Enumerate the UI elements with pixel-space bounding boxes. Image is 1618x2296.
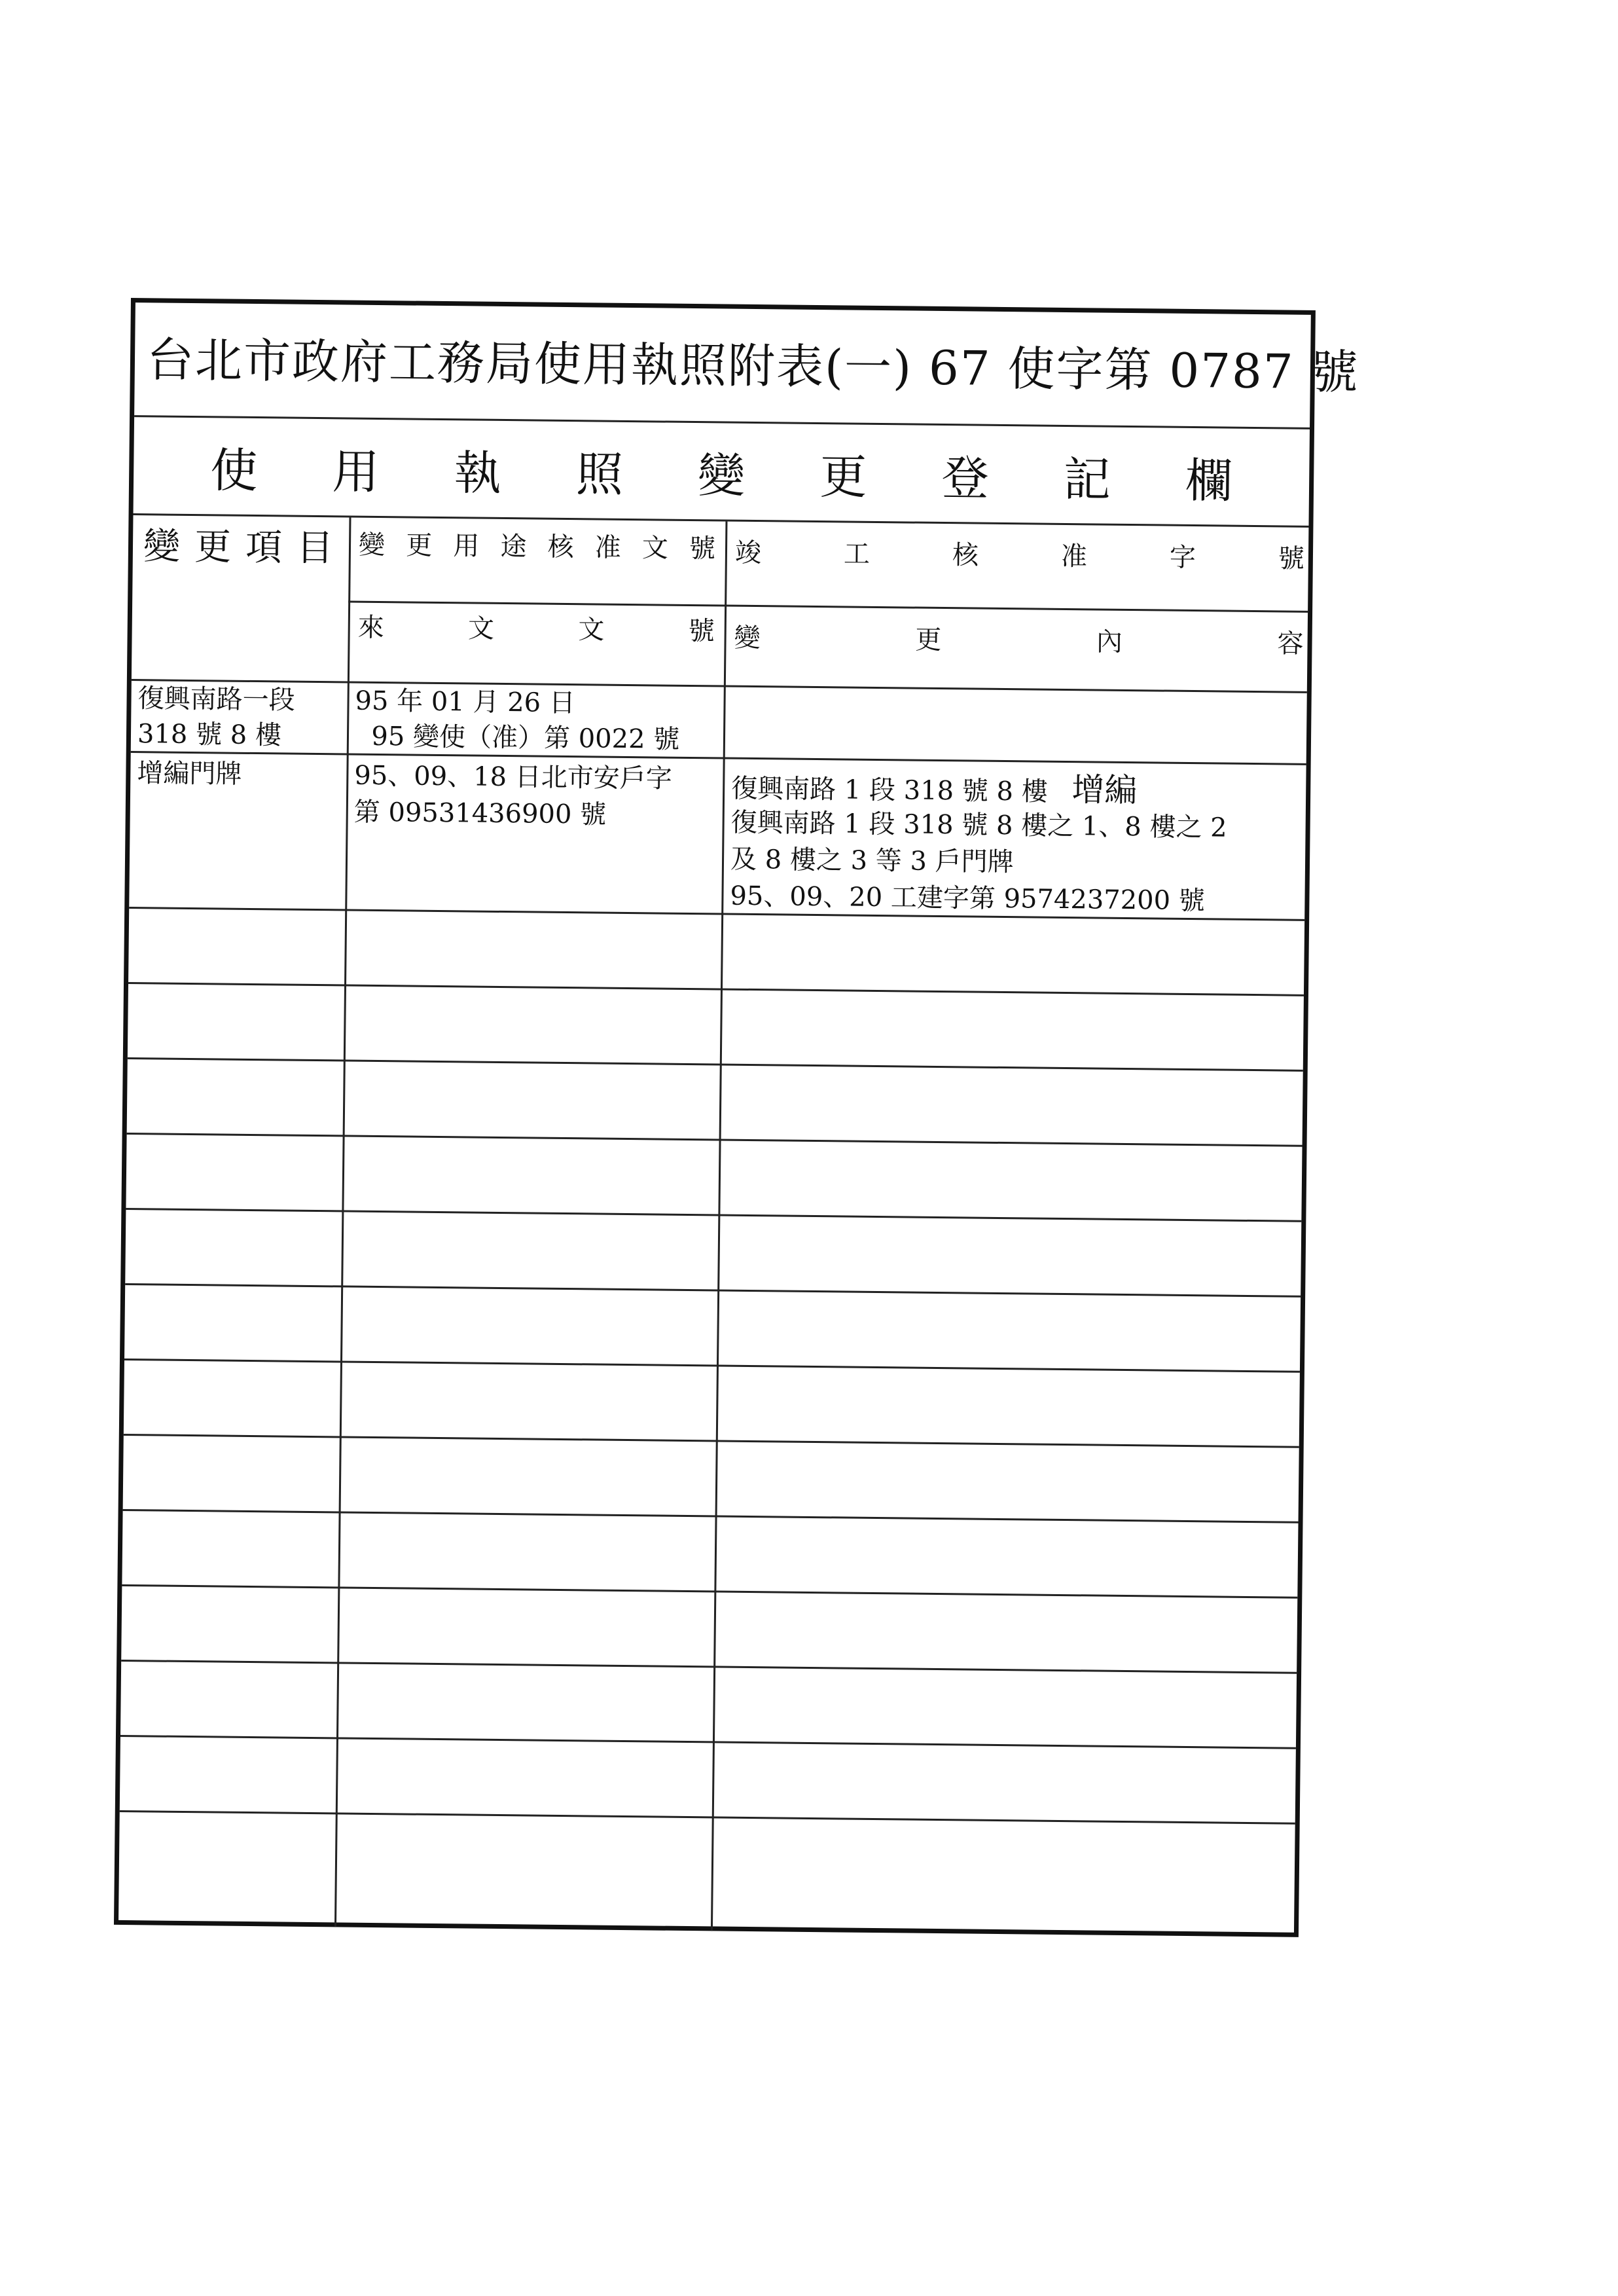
row-item-line: 318 號 8 樓 [137,719,282,751]
license-change-form [114,298,1359,1937]
header-char: 文 [467,613,495,644]
row-doc-line: 第 09531436900 號 [353,797,607,830]
subtitle-char: 登 [941,450,990,506]
subtitle-char: 用 [332,443,380,500]
header-char: 來 [357,612,384,644]
content-address: 復興南路 1 段 318 號 8 樓 [730,773,1048,807]
column-divider [711,522,728,1931]
header-char: 文 [578,615,605,646]
row-item-line: 復興南路一段 [137,683,295,716]
subtitle-char: 欄 [1185,452,1233,509]
row-item-line: 增編門牌 [137,758,242,790]
subtitle-char: 變 [697,447,746,503]
content-emphasis: 增編 [1071,771,1138,810]
header-char: 竣 [734,538,762,569]
header-completion-no [735,535,1305,577]
header-char: 工 [843,539,871,570]
header-approval-doc-no [359,527,716,568]
row-rule [128,1057,1303,1072]
form-subtitle [134,417,1310,528]
subtitle-char: 更 [819,448,867,505]
row-rule [124,1358,1300,1373]
header-char: 途 [500,531,527,562]
row-rule [123,1509,1299,1523]
header-char: 准 [1060,541,1088,572]
header-char: 容 [1277,629,1304,659]
header-char: 用 [453,531,480,562]
row-rule [126,1208,1301,1222]
header-char: 變 [734,623,761,654]
subtitle-char: 使 [209,442,258,498]
row-rule [122,1584,1297,1599]
header-char: 內 [1096,627,1123,657]
header-char: 更 [915,625,942,655]
row-rule [120,1810,1295,1825]
row-doc-line: 95 變使（准）第 0022 號 [354,721,680,755]
header-char: 核 [547,532,574,563]
header-char: 核 [952,540,979,571]
row-rule [120,1735,1296,1749]
row-rule [127,1133,1303,1147]
header-change-content [734,620,1304,663]
header-char: 號 [688,615,715,647]
row-doc-line: 95 年 01 月 26 日 [355,685,576,719]
header-char: 文 [641,533,669,564]
subtitle-char: 執 [454,445,502,501]
header-char: 字 [1169,542,1196,574]
header-bottom-rule [132,679,1307,693]
row-rule [121,1660,1297,1674]
register-table [118,515,1308,1937]
row-rule [125,1283,1301,1298]
header-char: 更 [405,530,433,561]
header-char: 號 [689,533,716,564]
row-rule [124,1434,1299,1448]
header-char: 號 [1278,543,1305,574]
subtitle-char: 照 [575,446,624,502]
header-incoming-doc-no [357,610,715,650]
header-char: 准 [594,532,621,563]
row-rule [131,751,1306,765]
subtitle-char: 記 [1063,451,1111,507]
row-rule [128,982,1304,996]
header-char: 變 [358,530,386,561]
row-content-line: 及 8 樓之 3 等 3 戶門牌 [730,844,1014,878]
form-title: 台北市政府工務局使用執照附表(一) 67 使字第 0787 號 [134,302,1311,429]
row-content-line: 95、09、20 工建字第 9574237200 號 [730,881,1206,917]
row-doc-line: 95、09、18 日北市安戶字 [354,760,673,794]
header-change-item: 變更項目 [143,525,348,570]
column-divider [334,518,351,1927]
row-content-line: 復興南路 1 段 318 號 8 樓之 1、8 樓之 2 [730,807,1227,843]
